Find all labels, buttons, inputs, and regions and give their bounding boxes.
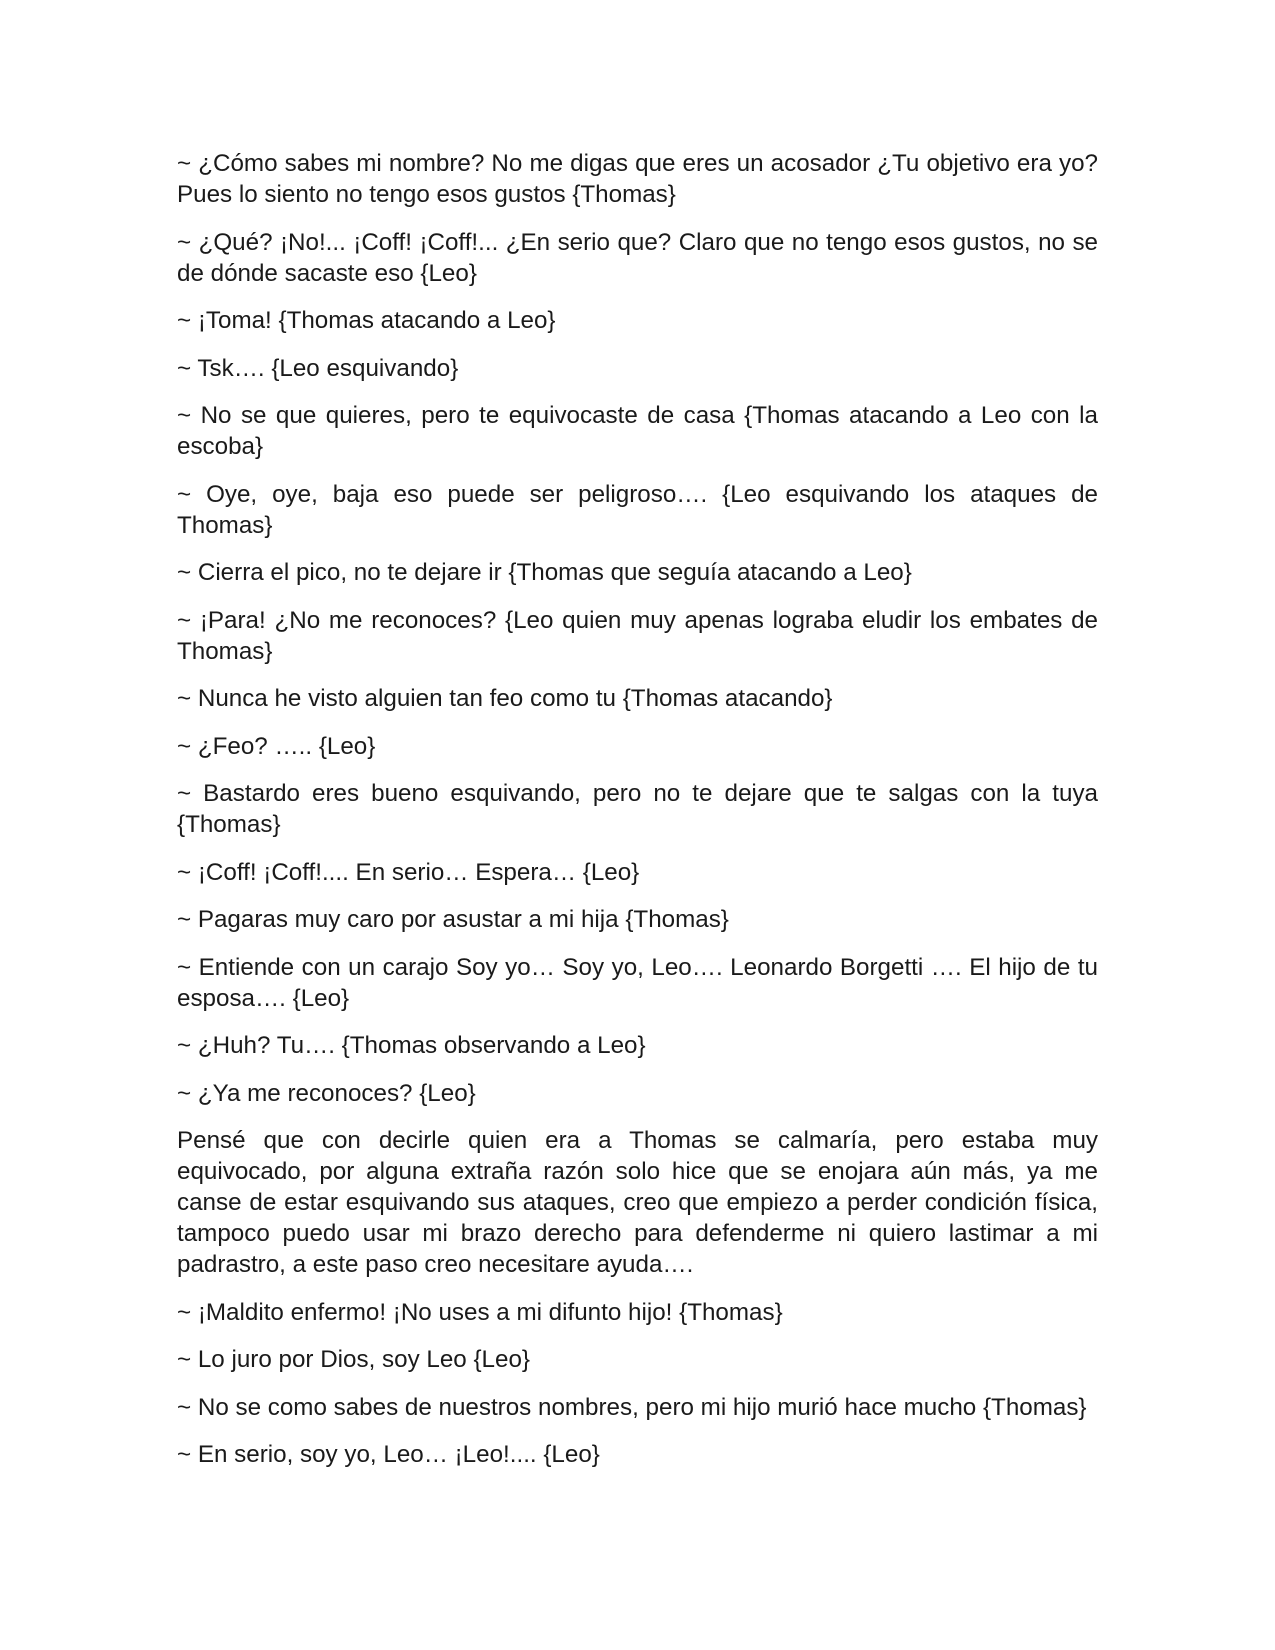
paragraph: ~ Lo juro por Dios, soy Leo {Leo}	[177, 1346, 530, 1373]
paragraph: ~ No se como sabes de nuestros nombres, pero mi hijo murió hace mucho {Thomas}	[177, 1393, 1087, 1421]
paragraph: ~ Cierra el pico, no te dejare ir {Thomas que seguía atacando a Leo}	[177, 559, 912, 586]
paragraph: ~ Pagaras muy caro por asustar a mi hija {Thomas}	[177, 906, 729, 933]
paragraph: ~ ¿Qué? ¡No!... ¡Coff! ¡Coff!... ¿En serio que? Claro que no tengo esos gustos, no se de dónde sacaste eso {Leo}	[177, 228, 1098, 287]
paragraph: ~ En serio, soy yo, Leo… ¡Leo!.... {Leo}	[177, 1441, 600, 1468]
paragraph: Pensé que con decirle quien era a Thomas se calmaría, pero estaba muy equivocado, por alguna extraña razón solo hice que se enojara aún más, ya me canse de estar esquivando sus ataques, creo que empiezo a perder condición física, tampoco puedo usar mi brazo derecho para defenderme ni quiero lastimar a mi padrastro, a este paso creo necesitare ayuda….	[177, 1127, 1098, 1278]
paragraph: ~ ¡Toma! {Thomas atacando a Leo}	[177, 307, 556, 334]
paragraph: ~ ¿Cómo sabes mi nombre? No me digas que eres un acosador ¿Tu objetivo era yo? Pues lo siento no tengo esos gustos {Thomas}	[177, 150, 1098, 208]
paragraph: ~ ¡Coff! ¡Coff!.... En serio… Espera… {Leo}	[177, 858, 640, 886]
paragraph: ~ Nunca he visto alguien tan feo como tu {Thomas atacando}	[177, 685, 833, 712]
paragraph: ~ ¡Para! ¿No me reconoces? {Leo quien muy apenas lograba eludir los embates de Thomas}	[177, 606, 1098, 665]
paragraph: ~ Bastardo eres bueno esquivando, pero no te dejare que te salgas con la tuya {Thomas}	[177, 780, 1098, 838]
paragraph: ~ ¿Feo? ….. {Leo}	[177, 732, 376, 760]
paragraph: ~ Entiende con un carajo Soy yo… Soy yo, Leo…. Leonardo Borgetti …. El hijo de tu esposa…. {Leo}	[177, 953, 1098, 1012]
paragraph: ~ ¿Huh? Tu…. {Thomas observando a Leo}	[177, 1032, 646, 1059]
paragraph: ~ ¡Maldito enfermo! ¡No uses a mi difunto hijo! {Thomas}	[177, 1298, 783, 1326]
paragraph: ~ Tsk…. {Leo esquivando}	[177, 354, 459, 382]
paragraph: ~ ¿Ya me reconoces? {Leo}	[177, 1079, 476, 1107]
paragraph: ~ No se que quieres, pero te equivocaste de casa {Thomas atacando a Leo con la escoba}	[177, 402, 1098, 460]
paragraph: ~ Oye, oye, baja eso puede ser peligroso…. {Leo esquivando los ataques de Thomas}	[177, 480, 1098, 539]
document-body	[177, 148, 1098, 1487]
